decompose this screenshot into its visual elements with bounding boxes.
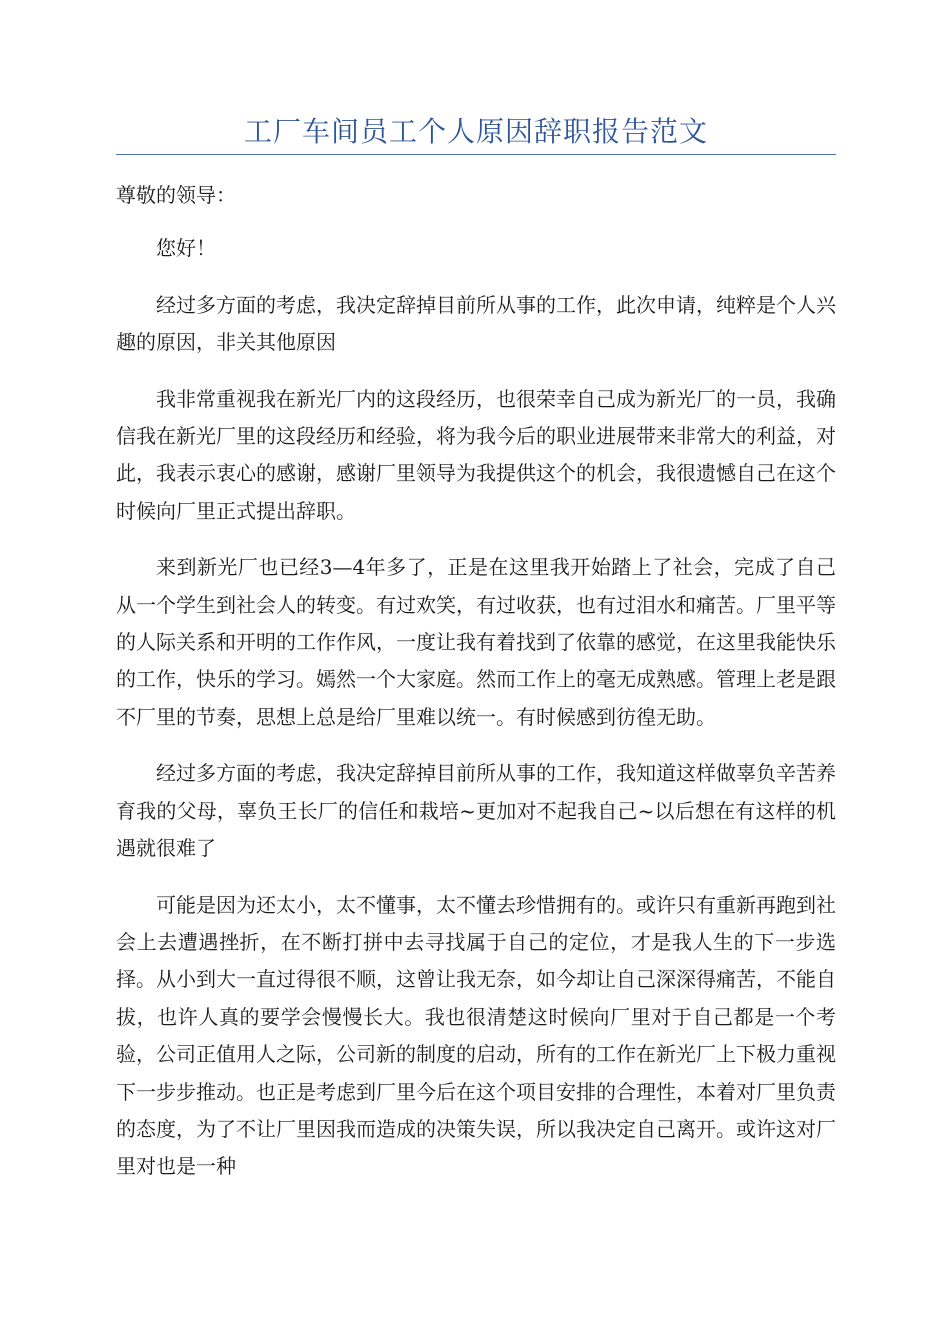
document-body <box>116 177 836 1205</box>
paragraph-3: 来到新光厂也已经3—4年多了，正是在这里我开始踏上了社会，完成了自己从一个学生到社会人的转变。有过欢笑，有过收获，也有过泪水和痛苦。厂里平等的人际关系和开明的工作作风，一度让我有着找到了依靠的感觉，在这里我能快乐的工作，快乐的学习。嫣然一个大家庭。然而工作上的毫无成熟感。管理上老是跟不厂里的节奏，思想上总是给厂里难以统一。有时候感到彷徨无助。 <box>116 555 836 729</box>
title-underline <box>116 154 836 155</box>
paragraph-1: 经过多方面的考虑，我决定辞掉目前所从事的工作，此次申请，纯粹是个人兴趣的原因，非关其他原因 <box>116 292 836 355</box>
paragraph-5: 可能是因为还太小，太不懂事，太不懂去珍惜拥有的。或许只有重新再跑到社会上去遭遇挫折，在不断打拼中去寻找属于自己的定位，才是我人生的下一步选择。从小到大一直过得很不顺，这曾让我无奈，如今却让自己深深得痛苦，不能自拔，也许人真的要学会慢慢长大。我也很清楚这时候向厂里对于自己都是一个考验，公司正值用人之际，公司新的制度的启动，所有的工作在新光厂上下极力重视下一步步推动。也正是考虑到厂里今后在这个项目安排的合理性，本着对厂里负责的态度，为了不让厂里因我而造成的决策失误，所以我决定自己离开。或许这对厂里对也是一种 <box>116 892 836 1179</box>
paragraph-greeting: 您好！ <box>156 236 216 261</box>
paragraph-2: 我非常重视我在新光厂内的这段经历，也很荣幸自己成为新光厂的一员，我确信我在新光厂里的这段经历和经验，将为我今后的职业进展带来非常大的利益，对此，我表示衷心的感谢，感谢厂里领导为我提供这个的机会，我很遗憾自己在这个时候向厂里正式提出辞职。 <box>116 386 836 523</box>
salutation: 尊敬的领导： <box>116 183 236 207</box>
document-title: 工厂车间员工个人原因辞职报告范文 <box>243 115 708 148</box>
paragraph-4: 经过多方面的考虑，我决定辞掉目前所从事的工作，我知道这样做辜负辛苦养育我的父母，辜负王长厂的信任和栽培~更加对不起我自己~以后想在有这样的机遇就很难了 <box>116 761 836 861</box>
